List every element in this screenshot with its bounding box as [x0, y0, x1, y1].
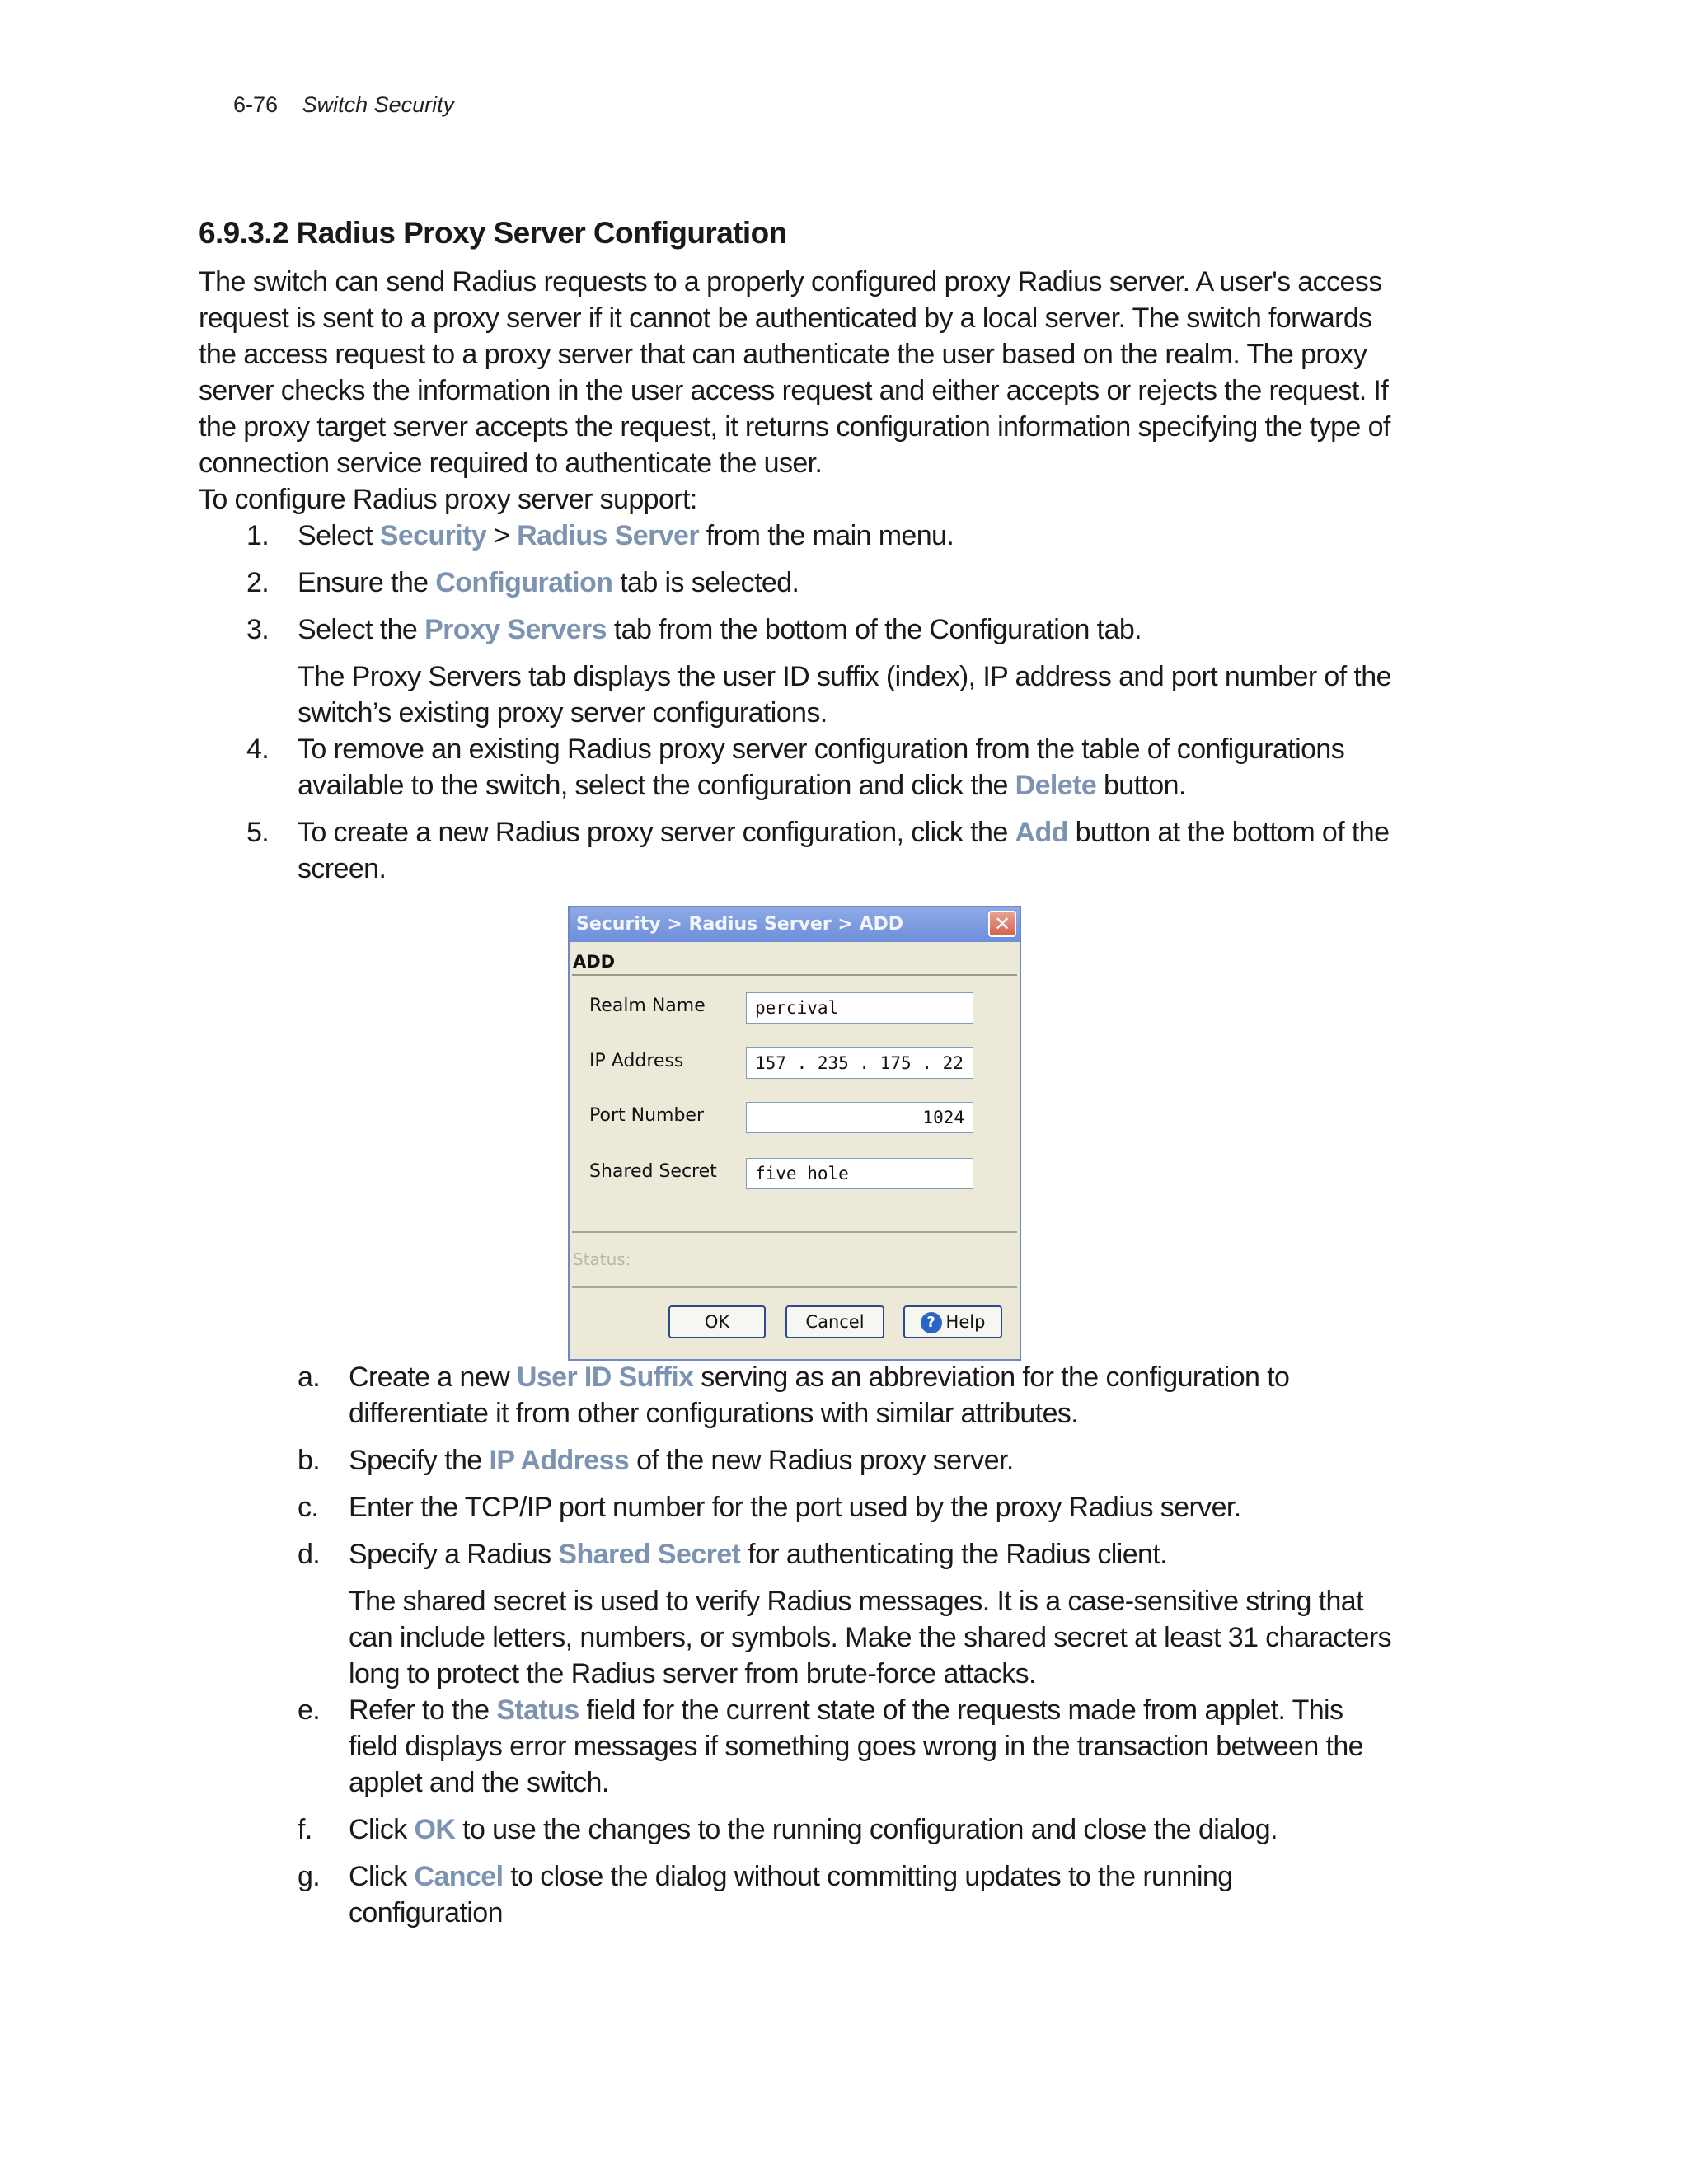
- add-proxy-dialog: [568, 906, 1021, 1361]
- substep-letter: f.: [298, 1814, 312, 1845]
- step-number: 2.: [246, 567, 270, 598]
- port-number-input[interactable]: 1024: [746, 1102, 973, 1133]
- realm-name-input[interactable]: percival: [746, 992, 973, 1024]
- keyword-ip-address: IP Address: [489, 1445, 630, 1476]
- step-number: 3.: [246, 614, 270, 645]
- step-text: To create a new Radius proxy server configuration, click the: [298, 817, 1015, 848]
- step-4: [199, 731, 1394, 804]
- step-text: from the main menu.: [698, 520, 954, 551]
- shared-secret-input[interactable]: five hole: [746, 1158, 973, 1189]
- substep-f: [199, 1811, 1394, 1848]
- keyword-proxy-servers: Proxy Servers: [424, 614, 607, 645]
- shared-secret-label: Shared Secret: [589, 1161, 717, 1182]
- substep-text: Specify a Radius: [349, 1539, 559, 1570]
- dialog-titlebar[interactable]: [570, 907, 1020, 942]
- substep-text: Specify the: [349, 1445, 490, 1476]
- port-number-label: Port Number: [589, 1105, 704, 1126]
- panel-label: ADD: [573, 952, 616, 972]
- status-divider: [572, 1231, 1017, 1233]
- keyword-shared-secret: Shared Secret: [558, 1539, 741, 1570]
- substep-text: Create a new: [349, 1361, 517, 1393]
- cancel-button[interactable]: Cancel: [785, 1305, 884, 1338]
- substep-text: serving as an abbreviation for the configuration to differentiate it from other configurations with similar attributes.: [349, 1361, 1290, 1429]
- keyword-configuration: Configuration: [435, 567, 613, 598]
- help-icon: ?: [921, 1312, 942, 1333]
- step-text: tab from the bottom of the Configuration tab.: [606, 614, 1142, 645]
- step-text: button at the bottom of the screen.: [298, 817, 1390, 884]
- substep-letter: e.: [298, 1694, 321, 1726]
- keyword-user-id-suffix: User ID Suffix: [516, 1361, 694, 1393]
- step-text: button.: [1096, 770, 1186, 801]
- substep-letter: d.: [298, 1539, 321, 1570]
- step-1: [199, 518, 1394, 554]
- substep-letter: g.: [298, 1861, 321, 1892]
- substep-letter: b.: [298, 1445, 321, 1476]
- keyword-status: Status: [496, 1694, 579, 1726]
- help-button[interactable]: [903, 1305, 1002, 1338]
- lead-in: To configure Radius proxy server support:: [199, 484, 697, 515]
- step-number: 5.: [246, 817, 270, 848]
- substep-b: [199, 1442, 1394, 1479]
- keyword-delete: Delete: [1015, 770, 1097, 801]
- step-3-note: The Proxy Servers tab displays the user ID suffix (index), IP address and port number of the switch’s existing proxy server configurations.: [298, 661, 1391, 729]
- ip-address-label: IP Address: [589, 1051, 684, 1071]
- step-2: [199, 565, 1394, 601]
- substep-text: Click: [349, 1814, 415, 1845]
- chapter-title: Switch Security: [302, 92, 455, 117]
- page-header: [233, 92, 454, 118]
- substep-a: [199, 1359, 1394, 1432]
- keyword-ok: OK: [414, 1814, 456, 1845]
- step-text: tab is selected.: [612, 567, 799, 598]
- close-icon[interactable]: ✕: [988, 911, 1016, 937]
- substep-text: Click: [349, 1861, 415, 1892]
- help-label: Help: [945, 1312, 986, 1332]
- panel-divider: [572, 974, 1017, 976]
- keyword-cancel: Cancel: [414, 1861, 504, 1892]
- step-3: [199, 612, 1394, 648]
- button-divider: [572, 1286, 1017, 1288]
- substep-text: to use the changes to the running configuration and close the dialog.: [455, 1814, 1278, 1845]
- intro-paragraph: The switch can send Radius requests to a properly configured proxy Radius server. A user's access request is sent to a proxy server if it cannot be authenticated by a local server. The switch forwards the access request to a proxy server that can authenticate the user based on the realm. The proxy server checks the information in the user access request and either accepts or rejects the request. If the proxy target server accepts the request, it returns configuration information specifying the type of connection service required to authenticate the user.: [199, 266, 1390, 479]
- substep-text: field for the current state of the requests made from applet. This field displays error messages if something goes wrong in the transaction between the applet and the switch.: [349, 1694, 1363, 1798]
- page-number: 6-76: [233, 92, 279, 117]
- substep-g: [199, 1858, 1394, 1931]
- step-text: Select: [298, 520, 380, 551]
- step-text: To remove an existing Radius proxy server configuration from the table of configurations available to the switch, select the configuration and click the: [298, 733, 1345, 801]
- step-text: >: [486, 520, 518, 551]
- substep-letter: a.: [298, 1361, 321, 1393]
- substep-d-note: The shared secret is used to verify Radius messages. It is a case-sensitive string that can include letters, numbers, or symbols. Make the shared secret at least 31 characters long to protect the Radius server from brute-force attacks.: [349, 1586, 1391, 1690]
- dialog-title: Security > Radius Server > ADD: [576, 914, 903, 935]
- substep-d: [199, 1536, 1394, 1572]
- keyword-security: Security: [379, 520, 487, 551]
- ip-address-input[interactable]: 157 . 235 . 175 . 22: [746, 1047, 973, 1079]
- substep-e: [199, 1692, 1394, 1801]
- ok-button[interactable]: OK: [668, 1305, 766, 1338]
- status-label: Status:: [573, 1249, 631, 1269]
- section-title: 6.9.3.2 Radius Proxy Server Configuration: [199, 216, 787, 250]
- keyword-radius-server: Radius Server: [517, 520, 699, 551]
- substep-text: Enter the TCP/IP port number for the port used by the proxy Radius server.: [349, 1492, 1241, 1523]
- substep-text: for authenticating the Radius client.: [740, 1539, 1168, 1570]
- step-5: [199, 814, 1394, 887]
- keyword-add: Add: [1015, 817, 1068, 848]
- substep-text: to close the dialog without committing updates to the running configuration: [349, 1861, 1233, 1929]
- step-text: Ensure the: [298, 567, 436, 598]
- realm-name-label: Realm Name: [589, 996, 706, 1016]
- step-number: 1.: [246, 520, 270, 551]
- substep-c: [199, 1489, 1394, 1526]
- step-number: 4.: [246, 733, 270, 765]
- substep-text: Refer to the: [349, 1694, 497, 1726]
- substep-text: of the new Radius proxy server.: [629, 1445, 1014, 1476]
- step-text: Select the: [298, 614, 425, 645]
- substep-letter: c.: [298, 1492, 319, 1523]
